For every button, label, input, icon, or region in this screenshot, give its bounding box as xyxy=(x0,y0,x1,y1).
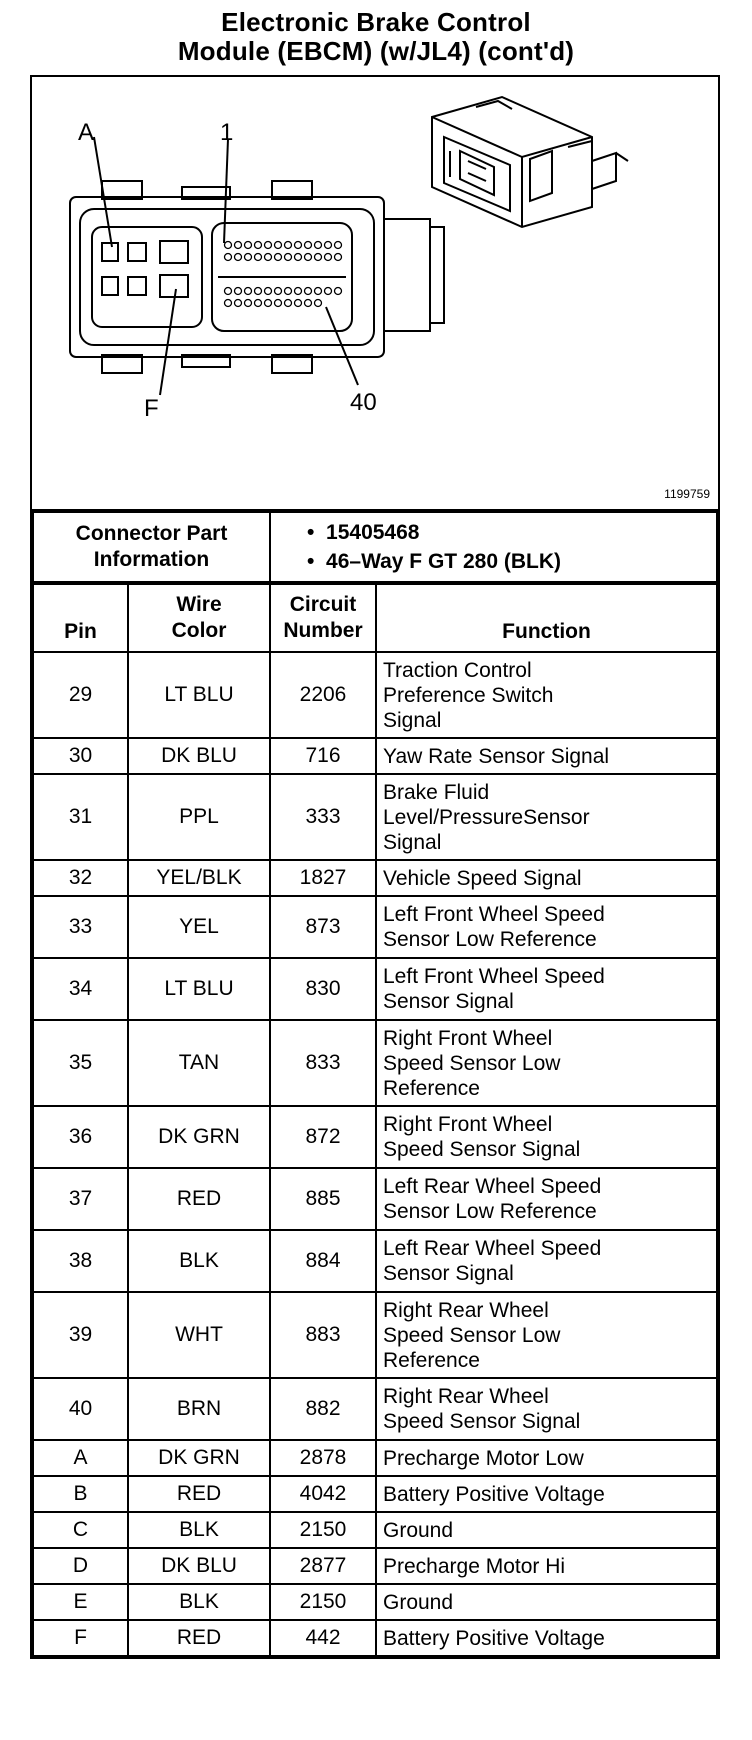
table-row xyxy=(33,1476,717,1512)
circuit-cell: 833 xyxy=(270,1020,376,1106)
circuit-cell: 882 xyxy=(270,1378,376,1440)
function-cell xyxy=(376,896,717,958)
function-line: Precharge Motor Low xyxy=(383,1446,584,1470)
pin-cell: E xyxy=(33,1584,128,1620)
function-cell xyxy=(376,1168,717,1230)
wire-color-cell: BLK xyxy=(128,1512,270,1548)
wire-color-cell: DK GRN xyxy=(128,1440,270,1476)
circuit-cell: 872 xyxy=(270,1106,376,1168)
function-cell xyxy=(376,860,717,896)
wire-color-cell: YEL xyxy=(128,896,270,958)
wire-color-cell: RED xyxy=(128,1476,270,1512)
pin-cell: 36 xyxy=(33,1106,128,1168)
part-number-item: • 15405468 xyxy=(307,521,420,544)
label-f: F xyxy=(144,395,159,422)
pin-cell: 30 xyxy=(33,738,128,774)
circuit-cell: 830 xyxy=(270,958,376,1020)
function-line: Level/PressureSensor xyxy=(383,805,590,829)
label-a: A xyxy=(78,119,95,146)
pin-cell: B xyxy=(33,1476,128,1512)
table-row xyxy=(33,652,717,738)
table-row xyxy=(33,1512,717,1548)
wire-color-cell: TAN xyxy=(128,1020,270,1106)
pin-cell: 33 xyxy=(33,896,128,958)
pin-cell: F xyxy=(33,1620,128,1656)
col-header-wire-color: Wire Color xyxy=(128,584,270,652)
function-line: Ground xyxy=(383,1518,454,1542)
table-row xyxy=(33,738,717,774)
wire-color-cell: PPL xyxy=(128,774,270,860)
function-line: Ground xyxy=(383,1590,454,1614)
wire-color-cell: DK GRN xyxy=(128,1106,270,1168)
function-line: Right Front Wheel xyxy=(383,1026,553,1050)
circuit-cell: 2150 xyxy=(270,1512,376,1548)
function-cell xyxy=(376,1512,717,1548)
connector-info-table xyxy=(32,511,718,583)
circuit-cell: 442 xyxy=(270,1620,376,1656)
function-cell xyxy=(376,1106,717,1168)
circuit-cell: 883 xyxy=(270,1292,376,1378)
document-frame xyxy=(30,75,720,1659)
table-row xyxy=(33,1620,717,1656)
wire-color-cell: WHT xyxy=(128,1292,270,1378)
circuit-cell: 2877 xyxy=(270,1548,376,1584)
function-line: Speed Sensor Low xyxy=(383,1323,561,1347)
figure-number: 1199759 xyxy=(664,487,710,501)
circuit-cell: 716 xyxy=(270,738,376,774)
page-title xyxy=(0,0,752,68)
pin-cell: 29 xyxy=(33,652,128,738)
function-cell xyxy=(376,1548,717,1584)
function-line: Right Front Wheel xyxy=(383,1113,553,1136)
circuit-cell: 885 xyxy=(270,1168,376,1230)
circuit-cell: 2150 xyxy=(270,1584,376,1620)
wire-color-cell: DK BLU xyxy=(128,738,270,774)
function-cell xyxy=(376,1620,717,1656)
connector-info-values xyxy=(270,512,717,582)
function-cell xyxy=(376,1440,717,1476)
function-line: Battery Positive Voltage xyxy=(383,1482,605,1506)
wire-color-cell: DK BLU xyxy=(128,1548,270,1584)
function-line: Vehicle Speed Signal xyxy=(383,866,582,890)
title-line-2: Module (EBCM) (w/JL4) (cont'd) xyxy=(177,36,575,66)
function-line: Speed Sensor Low xyxy=(383,1051,561,1075)
pin-cell: 31 xyxy=(33,774,128,860)
function-line: Left Rear Wheel Speed xyxy=(383,1175,602,1198)
wire-color-cell: BRN xyxy=(128,1378,270,1440)
pin-cell: C xyxy=(33,1512,128,1548)
function-line: Signal xyxy=(383,708,442,732)
pin-cell: 37 xyxy=(33,1168,128,1230)
function-line: Reference xyxy=(383,1348,480,1372)
wire-color-cell: RED xyxy=(128,1620,270,1656)
pin-cell: 35 xyxy=(33,1020,128,1106)
function-line: Precharge Motor Hi xyxy=(383,1554,566,1578)
function-cell xyxy=(376,774,717,860)
function-cell xyxy=(376,1230,717,1292)
function-line: Left Rear Wheel Speed xyxy=(383,1237,602,1260)
function-cell xyxy=(376,958,717,1020)
circuit-cell: 1827 xyxy=(270,860,376,896)
function-line: Traction Control xyxy=(383,658,532,682)
table-row xyxy=(33,1168,717,1230)
connector-figure xyxy=(32,77,718,511)
table-row xyxy=(33,958,717,1020)
function-line: Sensor Signal xyxy=(383,990,514,1013)
col-header-function: Function xyxy=(376,584,717,652)
function-line: Left Front Wheel Speed xyxy=(383,903,605,926)
circuit-cell: 4042 xyxy=(270,1476,376,1512)
table-row xyxy=(33,774,717,860)
col-header-pin: Pin xyxy=(33,584,128,652)
function-line: Sensor Signal xyxy=(383,1262,514,1285)
function-line: Reference xyxy=(383,1076,480,1100)
table-row xyxy=(33,1584,717,1620)
table-row xyxy=(33,1378,717,1440)
function-line: Right Rear Wheel xyxy=(383,1385,549,1408)
connector-description-item: • 46–Way F GT 280 (BLK) xyxy=(307,550,561,573)
circuit-cell: 2878 xyxy=(270,1440,376,1476)
title-line-1: Electronic Brake Control xyxy=(221,7,531,37)
function-line: Speed Sensor Signal xyxy=(383,1138,581,1161)
function-line: Sensor Low Reference xyxy=(383,1200,597,1223)
function-line: Preference Switch xyxy=(383,683,554,707)
function-line: Speed Sensor Signal xyxy=(383,1410,581,1433)
label-pin-40: 40 xyxy=(350,389,377,416)
connector-info-label: Connector Part Information xyxy=(33,512,270,582)
wire-color-cell: BLK xyxy=(128,1584,270,1620)
table-row xyxy=(33,860,717,896)
function-cell xyxy=(376,1292,717,1378)
pin-cell: 38 xyxy=(33,1230,128,1292)
wire-color-cell: YEL/BLK xyxy=(128,860,270,896)
pin-cell: 32 xyxy=(33,860,128,896)
circuit-cell: 873 xyxy=(270,896,376,958)
wire-color-cell: LT BLU xyxy=(128,958,270,1020)
wire-color-cell: RED xyxy=(128,1168,270,1230)
function-cell xyxy=(376,1476,717,1512)
circuit-cell: 2206 xyxy=(270,652,376,738)
connector-description: 46–Way F GT 280 (BLK) xyxy=(326,550,561,573)
function-cell xyxy=(376,738,717,774)
function-line: Yaw Rate Sensor Signal xyxy=(383,744,610,768)
function-line: Brake Fluid xyxy=(383,780,490,804)
table-row xyxy=(33,1106,717,1168)
function-line: Signal xyxy=(383,830,442,854)
function-line: Sensor Low Reference xyxy=(383,928,597,951)
function-line: Right Rear Wheel xyxy=(383,1298,549,1322)
part-number: 15405468 xyxy=(326,521,420,544)
pin-cell: A xyxy=(33,1440,128,1476)
label-pin-1: 1 xyxy=(220,119,234,146)
table-row xyxy=(33,1020,717,1106)
connector-drawing xyxy=(32,77,718,509)
pinout-rows xyxy=(33,652,717,1656)
pin-cell: D xyxy=(33,1548,128,1584)
wire-color-cell: LT BLU xyxy=(128,652,270,738)
function-cell xyxy=(376,1378,717,1440)
function-line: Battery Positive Voltage xyxy=(383,1626,605,1650)
function-line: Left Front Wheel Speed xyxy=(383,965,605,988)
pin-cell: 39 xyxy=(33,1292,128,1378)
table-row xyxy=(33,1440,717,1476)
table-row xyxy=(33,1230,717,1292)
table-row xyxy=(33,896,717,958)
table-row xyxy=(33,1548,717,1584)
pin-cell: 40 xyxy=(33,1378,128,1440)
wire-color-cell: BLK xyxy=(128,1230,270,1292)
col-header-circuit: Circuit Number xyxy=(270,584,376,652)
pin-cell: 34 xyxy=(33,958,128,1020)
function-cell xyxy=(376,652,717,738)
pinout-table xyxy=(32,583,718,1657)
circuit-cell: 333 xyxy=(270,774,376,860)
function-cell xyxy=(376,1020,717,1106)
table-row xyxy=(33,1292,717,1378)
function-cell xyxy=(376,1584,717,1620)
circuit-cell: 884 xyxy=(270,1230,376,1292)
